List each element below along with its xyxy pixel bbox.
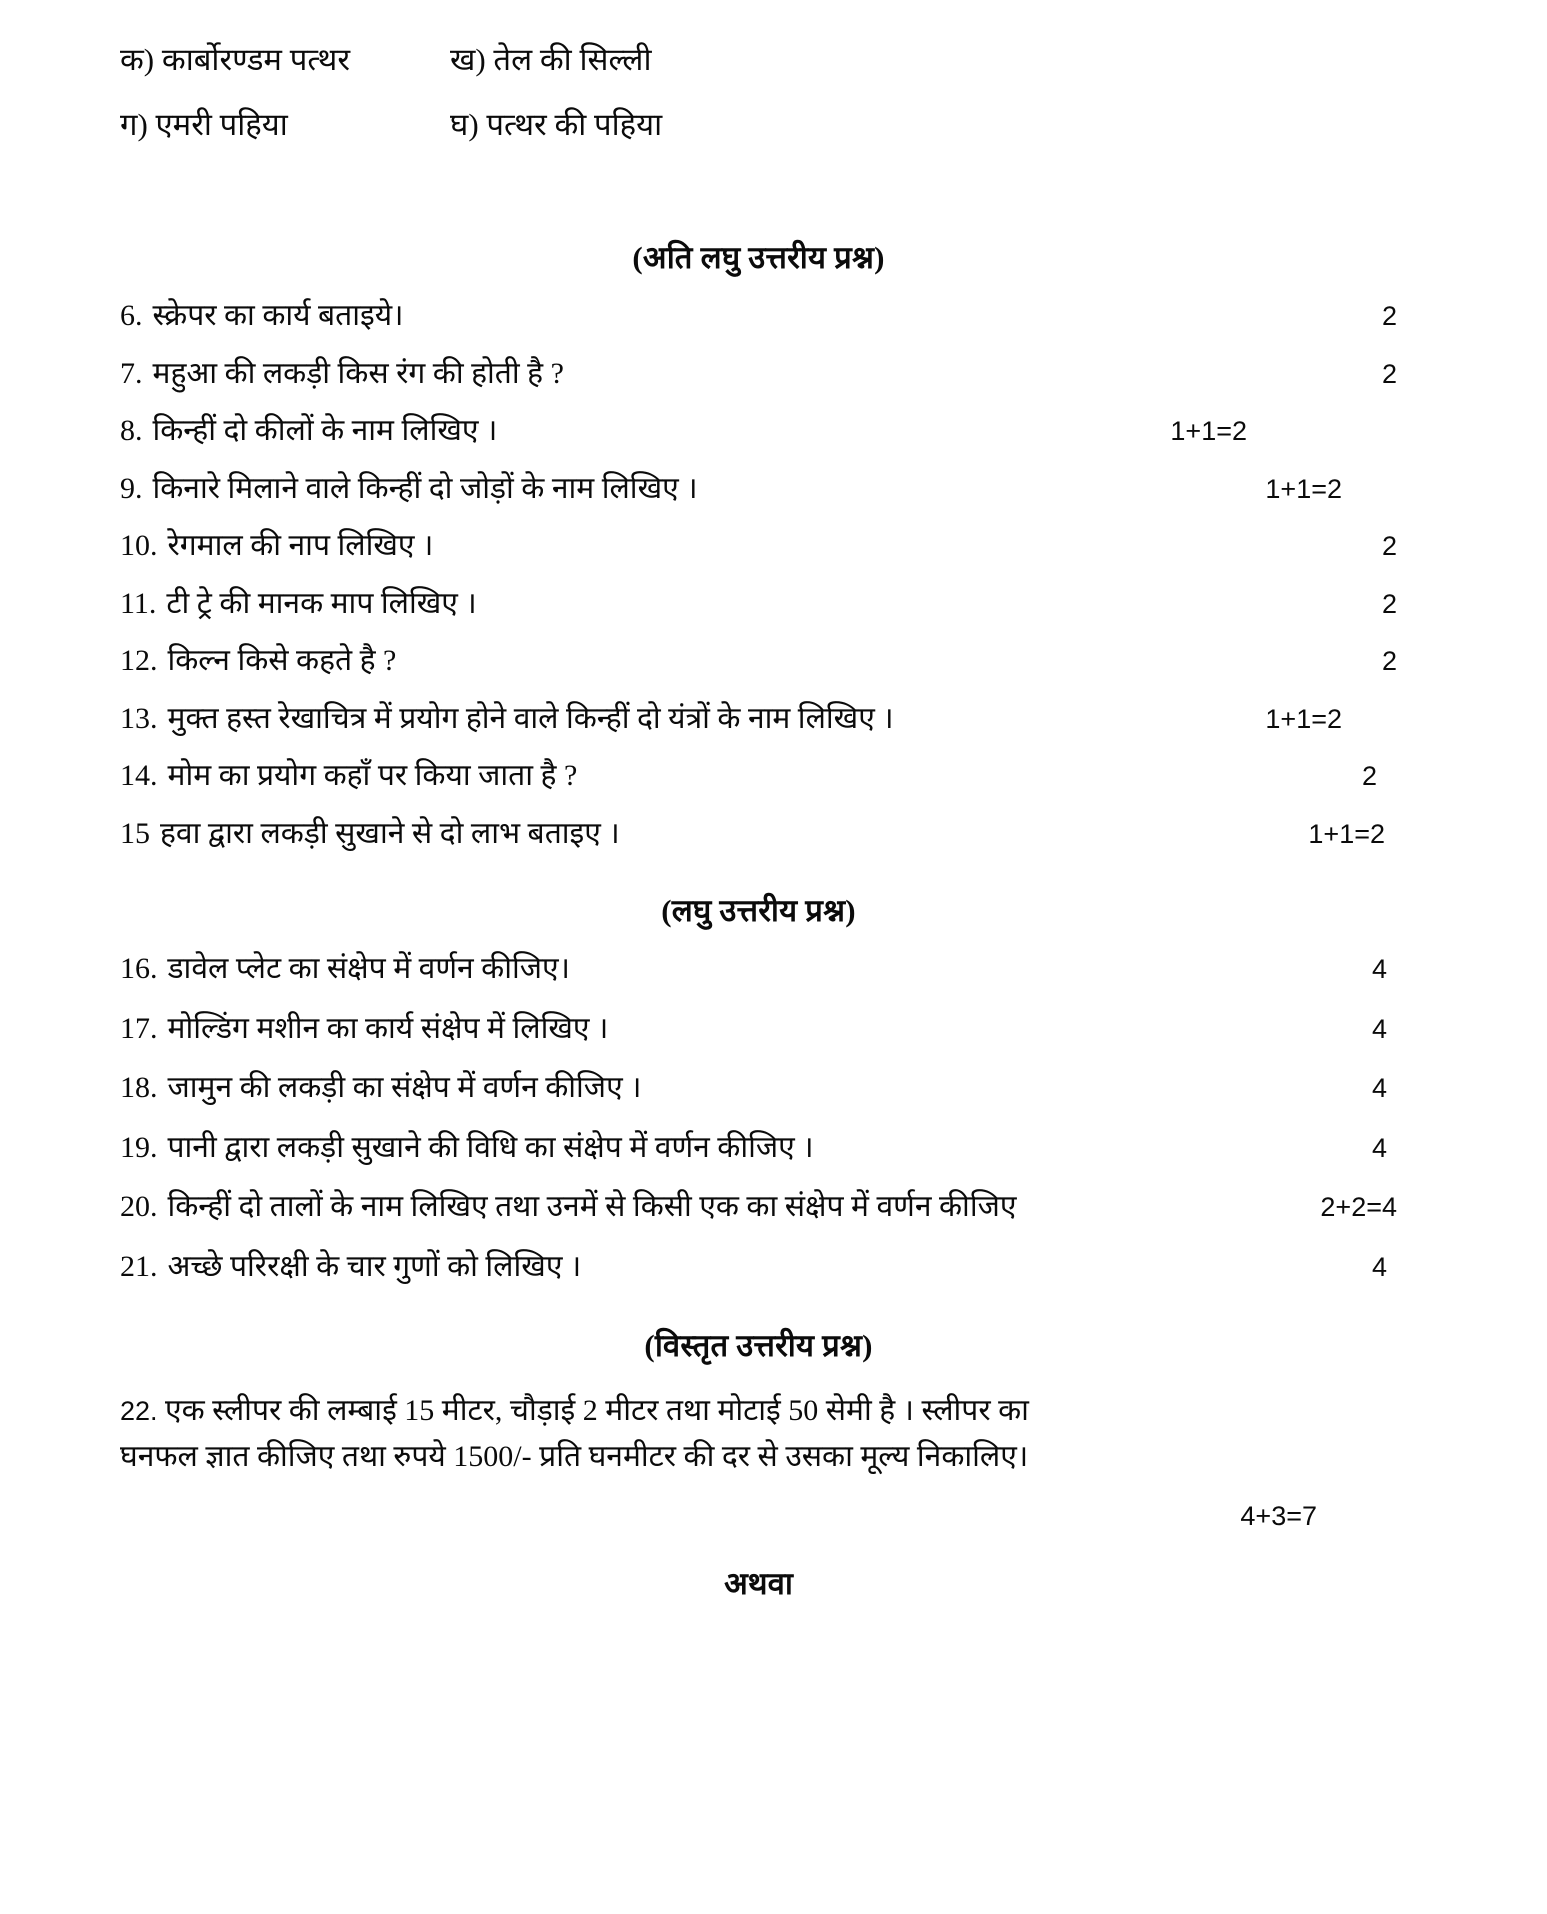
question-marks: 4 [1371,1013,1387,1044]
question-marks: 1+1=2 [1265,703,1342,734]
section-heading-very-short-answer: (अति लघु उत्तरीय प्रश्न) [632,240,885,275]
question-row [120,473,1397,505]
question-marks: 4 [1371,954,1387,984]
question-row [120,530,1397,562]
question-marks: 4 [1371,1251,1387,1282]
question-text: मोल्डिंग मशीन का कार्य संक्षेप में लिखिए । [167,1011,609,1045]
question-number: 13. [120,701,158,735]
question-marks: 1+1=2 [1170,416,1247,446]
question-text: किन्हीं दो कीलों के नाम लिखिए । [152,414,498,447]
question-row [120,1191,1397,1223]
question-number: 6. [120,299,143,332]
question-list-very-short-answer [120,300,1397,849]
question-number: 9. [120,471,143,505]
question-row [120,645,1397,677]
question-number: 15 [120,816,150,850]
question-list-short-answer [120,953,1397,1282]
question-marks: 2 [1361,761,1377,791]
question-text: किल्न किसे कहते है ? [167,644,397,677]
section-heading-short-answer: (लघु उत्तरीय प्रश्न) [661,893,856,928]
question-number: 7. [120,356,143,390]
long-question-marks: 4+3=7 [1240,1501,1317,1532]
question-row [120,1251,1397,1283]
long-question-line-1: एक स्लीपर की लम्बाई 15 मीटर, चौड़ाई 2 मीटर तथा मोटाई 50 सेमी है । स्लीपर का [165,1394,1029,1427]
question-marks: 2 [1381,646,1397,676]
question-marks: 2 [1381,588,1397,619]
question-number: 18. [120,1071,158,1104]
question-marks: 4 [1371,1073,1387,1103]
question-number: 21. [120,1249,158,1283]
question-row [120,588,1397,620]
question-text: पानी द्वारा लकड़ी सुखाने की विधि का संक्षेप में वर्णन कीजिए । [167,1130,814,1164]
question-marks: 1+1=2 [1265,473,1342,504]
question-text: जामुन की लकड़ी का संक्षेप में वर्णन कीजिए । [167,1071,642,1104]
section-heading-long-answer: (विस्तृत उत्तरीय प्रश्न) [644,1328,873,1363]
question-marks: 2 [1381,358,1397,389]
question-row [120,300,1397,332]
question-row [120,415,1397,447]
long-question-line-2: घनफल ज्ञात कीजिए तथा रुपये 1500/- प्रति घनमीटर की दर से उसका मूल्य निकालिए। [120,1439,1029,1473]
question-text: मोम का प्रयोग कहाँ पर किया जाता है ? [167,759,578,792]
question-text: टी ट्रे की मानक माप लिखिए । [166,586,477,620]
question-number: 16. [120,952,158,985]
question-number: 11. [120,586,157,620]
question-number: 20. [120,1190,158,1223]
question-marks: 2 [1381,301,1397,331]
question-number: 10. [120,529,158,562]
question-text: डावेल प्लेट का संक्षेप में वर्णन कीजिए। [167,952,570,985]
question-text: महुआ की लकड़ी किस रंग की होती है ? [152,356,564,390]
question-row [120,1013,1397,1045]
question-row [120,703,1397,735]
long-question-block [120,1388,1397,1434]
question-row [120,1132,1397,1164]
question-text: किनारे मिलाने वाले किन्हीं दो जोड़ों के नाम लिखिए । [152,471,698,505]
question-row [120,818,1397,850]
question-row [120,953,1397,985]
question-row [120,760,1397,792]
question-row [120,1072,1397,1104]
alternative-label: अथवा [724,1566,793,1602]
question-text: अच्छे परिरक्षी के चार गुणों को लिखिए । [167,1249,582,1283]
mcq-option-c: ग) एमरी पहिया [120,107,288,142]
mcq-option-row-2 [120,109,1397,140]
question-marks: 1+1=2 [1308,818,1385,849]
question-number: 17. [120,1011,158,1045]
question-number: 12. [120,644,158,677]
question-text: रेगमाल की नाप लिखिए । [167,529,434,562]
question-text: स्क्रेपर का कार्य बताइये। [152,299,404,332]
long-question-number: 22. [120,1396,158,1426]
mcq-option-b: ख) तेल की सिल्ली [450,42,652,77]
mcq-option-row-1 [120,44,1397,75]
question-number: 14. [120,759,158,792]
question-number: 19. [120,1130,158,1164]
question-text: हवा द्वारा लकड़ी सुखाने से दो लाभ बताइए । [160,816,620,850]
question-row [120,358,1397,390]
question-marks: 2+2=4 [1320,1192,1397,1222]
mcq-option-d: घ) पत्थर की पहिया [450,107,663,142]
question-marks: 2 [1381,531,1397,561]
question-marks: 4 [1371,1132,1387,1163]
question-text: मुक्त हस्त रेखाचित्र में प्रयोग होने वाले किन्हीं दो यंत्रों के नाम लिखिए । [167,701,894,735]
mcq-option-a: क) कार्बोरण्डम पत्थर [120,42,351,77]
question-number: 8. [120,414,143,447]
question-text: किन्हीं दो तालों के नाम लिखिए तथा उनमें से किसी एक का संक्षेप में वर्णन कीजिए [167,1190,1017,1223]
long-question-line-2-row [120,1434,1397,1480]
